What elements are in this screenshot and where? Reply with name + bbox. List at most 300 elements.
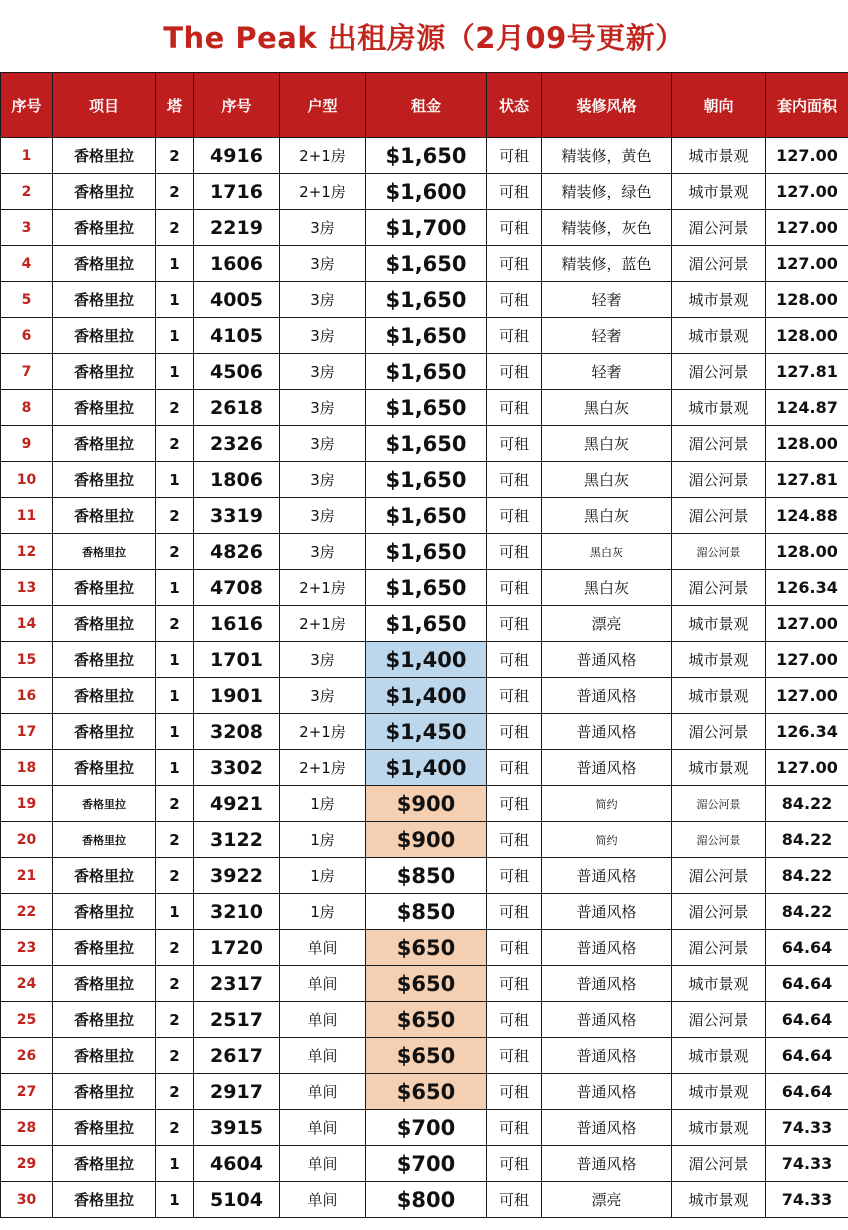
cell-rent: $800 bbox=[366, 1182, 487, 1218]
cell-rent: $700 bbox=[366, 1146, 487, 1182]
cell-index: 16 bbox=[1, 678, 53, 714]
cell-decor: 精装修，灰色 bbox=[542, 210, 672, 246]
cell-decor: 普通风格 bbox=[542, 858, 672, 894]
cell-status: 可租 bbox=[487, 786, 542, 822]
cell-status: 可租 bbox=[487, 426, 542, 462]
cell-rent: $1,650 bbox=[366, 570, 487, 606]
cell-status: 可租 bbox=[487, 570, 542, 606]
cell-unit: 4921 bbox=[194, 786, 280, 822]
cell-rent: $650 bbox=[366, 930, 487, 966]
cell-status: 可租 bbox=[487, 1038, 542, 1074]
cell-index: 7 bbox=[1, 354, 53, 390]
cell-index: 13 bbox=[1, 570, 53, 606]
cell-area: 127.00 bbox=[766, 174, 848, 210]
table-row bbox=[1, 1146, 848, 1182]
cell-status: 可租 bbox=[487, 930, 542, 966]
table-row bbox=[1, 750, 848, 786]
table-row bbox=[1, 786, 848, 822]
table-row bbox=[1, 246, 848, 282]
cell-type: 1房 bbox=[280, 786, 366, 822]
cell-type: 3房 bbox=[280, 498, 366, 534]
header-rent: 租金 bbox=[366, 73, 487, 138]
cell-unit: 3122 bbox=[194, 822, 280, 858]
cell-view: 城市景观 bbox=[672, 966, 766, 1002]
table-row bbox=[1, 1038, 848, 1074]
cell-index: 21 bbox=[1, 858, 53, 894]
cell-tower: 1 bbox=[156, 354, 194, 390]
cell-project: 香格里拉 bbox=[53, 930, 156, 966]
cell-type: 3房 bbox=[280, 390, 366, 426]
cell-project: 香格里拉 bbox=[53, 750, 156, 786]
cell-type: 2+1房 bbox=[280, 174, 366, 210]
cell-area: 126.34 bbox=[766, 570, 848, 606]
cell-decor: 普通风格 bbox=[542, 894, 672, 930]
cell-area: 127.00 bbox=[766, 606, 848, 642]
cell-tower: 1 bbox=[156, 570, 194, 606]
table-row bbox=[1, 714, 848, 750]
cell-type: 2+1房 bbox=[280, 138, 366, 174]
table-row bbox=[1, 822, 848, 858]
cell-index: 25 bbox=[1, 1002, 53, 1038]
cell-unit: 1806 bbox=[194, 462, 280, 498]
cell-index: 12 bbox=[1, 534, 53, 570]
table-body bbox=[1, 138, 848, 1218]
cell-view: 城市景观 bbox=[672, 1110, 766, 1146]
cell-area: 124.88 bbox=[766, 498, 848, 534]
cell-tower: 2 bbox=[156, 966, 194, 1002]
cell-decor: 轻奢 bbox=[542, 354, 672, 390]
cell-area: 74.33 bbox=[766, 1146, 848, 1182]
cell-status: 可租 bbox=[487, 534, 542, 570]
cell-decor: 黑白灰 bbox=[542, 426, 672, 462]
header-project: 项目 bbox=[53, 73, 156, 138]
cell-project: 香格里拉 bbox=[53, 426, 156, 462]
cell-status: 可租 bbox=[487, 498, 542, 534]
cell-decor: 精装修，黄色 bbox=[542, 138, 672, 174]
cell-index: 28 bbox=[1, 1110, 53, 1146]
cell-unit: 1616 bbox=[194, 606, 280, 642]
cell-tower: 2 bbox=[156, 822, 194, 858]
cell-project: 香格里拉 bbox=[53, 678, 156, 714]
header-decor: 装修风格 bbox=[542, 73, 672, 138]
cell-view: 城市景观 bbox=[672, 138, 766, 174]
cell-tower: 2 bbox=[156, 1038, 194, 1074]
table-row bbox=[1, 966, 848, 1002]
cell-rent: $1,650 bbox=[366, 354, 487, 390]
cell-view: 湄公河景 bbox=[672, 930, 766, 966]
cell-area: 127.81 bbox=[766, 354, 848, 390]
cell-tower: 2 bbox=[156, 210, 194, 246]
cell-view: 湄公河景 bbox=[672, 858, 766, 894]
cell-index: 23 bbox=[1, 930, 53, 966]
cell-unit: 5104 bbox=[194, 1182, 280, 1218]
cell-type: 1房 bbox=[280, 822, 366, 858]
cell-status: 可租 bbox=[487, 1002, 542, 1038]
cell-project: 香格里拉 bbox=[53, 606, 156, 642]
cell-view: 湄公河景 bbox=[672, 534, 766, 570]
cell-index: 30 bbox=[1, 1182, 53, 1218]
cell-view: 湄公河景 bbox=[672, 1002, 766, 1038]
cell-decor: 普通风格 bbox=[542, 1038, 672, 1074]
table-row bbox=[1, 570, 848, 606]
cell-rent: $650 bbox=[366, 1002, 487, 1038]
cell-index: 24 bbox=[1, 966, 53, 1002]
cell-unit: 3210 bbox=[194, 894, 280, 930]
cell-tower: 2 bbox=[156, 498, 194, 534]
table-row bbox=[1, 1002, 848, 1038]
cell-decor: 普通风格 bbox=[542, 678, 672, 714]
cell-view: 湄公河景 bbox=[672, 462, 766, 498]
cell-tower: 2 bbox=[156, 174, 194, 210]
table-row bbox=[1, 390, 848, 426]
cell-status: 可租 bbox=[487, 858, 542, 894]
cell-decor: 普通风格 bbox=[542, 750, 672, 786]
cell-rent: $850 bbox=[366, 894, 487, 930]
cell-index: 19 bbox=[1, 786, 53, 822]
cell-area: 124.87 bbox=[766, 390, 848, 426]
cell-rent: $1,650 bbox=[366, 246, 487, 282]
cell-tower: 1 bbox=[156, 1182, 194, 1218]
cell-decor: 黑白灰 bbox=[542, 534, 672, 570]
cell-rent: $1,650 bbox=[366, 534, 487, 570]
cell-decor: 普通风格 bbox=[542, 966, 672, 1002]
cell-view: 城市景观 bbox=[672, 642, 766, 678]
cell-index: 6 bbox=[1, 318, 53, 354]
cell-tower: 2 bbox=[156, 858, 194, 894]
cell-status: 可租 bbox=[487, 1110, 542, 1146]
cell-index: 18 bbox=[1, 750, 53, 786]
cell-type: 3房 bbox=[280, 318, 366, 354]
cell-tower: 2 bbox=[156, 606, 194, 642]
cell-view: 湄公河景 bbox=[672, 246, 766, 282]
cell-project: 香格里拉 bbox=[53, 966, 156, 1002]
cell-decor: 普通风格 bbox=[542, 1002, 672, 1038]
cell-tower: 1 bbox=[156, 318, 194, 354]
cell-status: 可租 bbox=[487, 750, 542, 786]
cell-status: 可租 bbox=[487, 1074, 542, 1110]
cell-unit: 2219 bbox=[194, 210, 280, 246]
cell-rent: $1,400 bbox=[366, 678, 487, 714]
cell-status: 可租 bbox=[487, 894, 542, 930]
table-row bbox=[1, 210, 848, 246]
cell-index: 2 bbox=[1, 174, 53, 210]
cell-decor: 黑白灰 bbox=[542, 462, 672, 498]
cell-unit: 2517 bbox=[194, 1002, 280, 1038]
cell-project: 香格里拉 bbox=[53, 786, 156, 822]
cell-decor: 精装修，绿色 bbox=[542, 174, 672, 210]
cell-unit: 2317 bbox=[194, 966, 280, 1002]
cell-tower: 2 bbox=[156, 786, 194, 822]
cell-area: 127.81 bbox=[766, 462, 848, 498]
cell-status: 可租 bbox=[487, 642, 542, 678]
cell-index: 1 bbox=[1, 138, 53, 174]
table-row bbox=[1, 1110, 848, 1146]
cell-project: 香格里拉 bbox=[53, 822, 156, 858]
cell-status: 可租 bbox=[487, 174, 542, 210]
cell-project: 香格里拉 bbox=[53, 246, 156, 282]
cell-unit: 3915 bbox=[194, 1110, 280, 1146]
cell-index: 10 bbox=[1, 462, 53, 498]
header-status: 状态 bbox=[487, 73, 542, 138]
cell-tower: 1 bbox=[156, 642, 194, 678]
cell-project: 香格里拉 bbox=[53, 1110, 156, 1146]
cell-type: 1房 bbox=[280, 894, 366, 930]
cell-index: 4 bbox=[1, 246, 53, 282]
cell-tower: 1 bbox=[156, 462, 194, 498]
cell-project: 香格里拉 bbox=[53, 1038, 156, 1074]
cell-project: 香格里拉 bbox=[53, 174, 156, 210]
table-row bbox=[1, 642, 848, 678]
cell-type: 单间 bbox=[280, 1002, 366, 1038]
cell-status: 可租 bbox=[487, 282, 542, 318]
cell-status: 可租 bbox=[487, 354, 542, 390]
cell-tower: 1 bbox=[156, 894, 194, 930]
cell-rent: $1,650 bbox=[366, 138, 487, 174]
cell-area: 128.00 bbox=[766, 534, 848, 570]
cell-status: 可租 bbox=[487, 390, 542, 426]
cell-type: 3房 bbox=[280, 426, 366, 462]
cell-tower: 1 bbox=[156, 750, 194, 786]
cell-type: 3房 bbox=[280, 246, 366, 282]
cell-rent: $650 bbox=[366, 1038, 487, 1074]
cell-project: 香格里拉 bbox=[53, 1182, 156, 1218]
table-header-row bbox=[1, 73, 848, 138]
cell-area: 74.33 bbox=[766, 1182, 848, 1218]
cell-unit: 3922 bbox=[194, 858, 280, 894]
cell-index: 20 bbox=[1, 822, 53, 858]
cell-rent: $650 bbox=[366, 1074, 487, 1110]
cell-unit: 4604 bbox=[194, 1146, 280, 1182]
cell-type: 2+1房 bbox=[280, 606, 366, 642]
table-row bbox=[1, 138, 848, 174]
cell-project: 香格里拉 bbox=[53, 894, 156, 930]
cell-status: 可租 bbox=[487, 1146, 542, 1182]
cell-area: 127.00 bbox=[766, 210, 848, 246]
cell-view: 湄公河景 bbox=[672, 894, 766, 930]
cell-view: 湄公河景 bbox=[672, 570, 766, 606]
table-row bbox=[1, 534, 848, 570]
cell-project: 香格里拉 bbox=[53, 354, 156, 390]
cell-area: 128.00 bbox=[766, 426, 848, 462]
table-row bbox=[1, 498, 848, 534]
cell-decor: 黑白灰 bbox=[542, 570, 672, 606]
header-view: 朝向 bbox=[672, 73, 766, 138]
cell-unit: 1901 bbox=[194, 678, 280, 714]
cell-project: 香格里拉 bbox=[53, 318, 156, 354]
cell-status: 可租 bbox=[487, 606, 542, 642]
cell-view: 湄公河景 bbox=[672, 786, 766, 822]
cell-unit: 4506 bbox=[194, 354, 280, 390]
table-row bbox=[1, 318, 848, 354]
cell-rent: $1,400 bbox=[366, 750, 487, 786]
table-row bbox=[1, 426, 848, 462]
cell-view: 城市景观 bbox=[672, 1038, 766, 1074]
cell-tower: 2 bbox=[156, 426, 194, 462]
cell-project: 香格里拉 bbox=[53, 570, 156, 606]
cell-tower: 1 bbox=[156, 714, 194, 750]
cell-decor: 轻奢 bbox=[542, 318, 672, 354]
cell-view: 湄公河景 bbox=[672, 354, 766, 390]
cell-area: 64.64 bbox=[766, 1074, 848, 1110]
cell-type: 单间 bbox=[280, 1074, 366, 1110]
cell-area: 64.64 bbox=[766, 930, 848, 966]
cell-type: 单间 bbox=[280, 930, 366, 966]
cell-type: 单间 bbox=[280, 966, 366, 1002]
cell-status: 可租 bbox=[487, 678, 542, 714]
cell-project: 香格里拉 bbox=[53, 210, 156, 246]
table-row bbox=[1, 462, 848, 498]
cell-type: 2+1房 bbox=[280, 570, 366, 606]
table-row bbox=[1, 894, 848, 930]
cell-type: 单间 bbox=[280, 1110, 366, 1146]
cell-index: 26 bbox=[1, 1038, 53, 1074]
cell-type: 3房 bbox=[280, 678, 366, 714]
cell-type: 3房 bbox=[280, 282, 366, 318]
cell-decor: 漂亮 bbox=[542, 1182, 672, 1218]
cell-area: 64.64 bbox=[766, 1002, 848, 1038]
cell-status: 可租 bbox=[487, 462, 542, 498]
cell-index: 15 bbox=[1, 642, 53, 678]
cell-rent: $1,650 bbox=[366, 606, 487, 642]
cell-index: 3 bbox=[1, 210, 53, 246]
cell-project: 香格里拉 bbox=[53, 1074, 156, 1110]
cell-decor: 简约 bbox=[542, 822, 672, 858]
rental-table bbox=[0, 72, 848, 1218]
cell-area: 127.00 bbox=[766, 246, 848, 282]
table-row bbox=[1, 1074, 848, 1110]
cell-decor: 漂亮 bbox=[542, 606, 672, 642]
cell-area: 84.22 bbox=[766, 894, 848, 930]
cell-project: 香格里拉 bbox=[53, 138, 156, 174]
header-unit: 序号 bbox=[194, 73, 280, 138]
cell-view: 湄公河景 bbox=[672, 822, 766, 858]
cell-unit: 4826 bbox=[194, 534, 280, 570]
cell-tower: 1 bbox=[156, 282, 194, 318]
cell-area: 64.64 bbox=[766, 966, 848, 1002]
cell-project: 香格里拉 bbox=[53, 498, 156, 534]
cell-area: 84.22 bbox=[766, 786, 848, 822]
cell-decor: 普通风格 bbox=[542, 642, 672, 678]
cell-rent: $650 bbox=[366, 966, 487, 1002]
cell-tower: 2 bbox=[156, 1074, 194, 1110]
cell-project: 香格里拉 bbox=[53, 858, 156, 894]
header-area: 套内面积 bbox=[766, 73, 848, 138]
table-row bbox=[1, 1182, 848, 1218]
cell-tower: 2 bbox=[156, 1002, 194, 1038]
cell-rent: $1,450 bbox=[366, 714, 487, 750]
cell-area: 127.00 bbox=[766, 138, 848, 174]
cell-status: 可租 bbox=[487, 1182, 542, 1218]
table-row bbox=[1, 282, 848, 318]
cell-status: 可租 bbox=[487, 246, 542, 282]
cell-tower: 1 bbox=[156, 1146, 194, 1182]
cell-type: 单间 bbox=[280, 1146, 366, 1182]
cell-decor: 黑白灰 bbox=[542, 498, 672, 534]
cell-area: 84.22 bbox=[766, 858, 848, 894]
header-tower: 塔 bbox=[156, 73, 194, 138]
cell-rent: $850 bbox=[366, 858, 487, 894]
cell-type: 2+1房 bbox=[280, 750, 366, 786]
cell-index: 29 bbox=[1, 1146, 53, 1182]
cell-type: 3房 bbox=[280, 534, 366, 570]
cell-rent: $900 bbox=[366, 786, 487, 822]
cell-project: 香格里拉 bbox=[53, 714, 156, 750]
cell-index: 27 bbox=[1, 1074, 53, 1110]
cell-type: 3房 bbox=[280, 354, 366, 390]
cell-status: 可租 bbox=[487, 318, 542, 354]
cell-index: 5 bbox=[1, 282, 53, 318]
cell-view: 湄公河景 bbox=[672, 498, 766, 534]
cell-rent: $700 bbox=[366, 1110, 487, 1146]
cell-status: 可租 bbox=[487, 966, 542, 1002]
cell-decor: 简约 bbox=[542, 786, 672, 822]
page-title: The Peak 出租房源（2月09号更新） bbox=[163, 20, 685, 55]
cell-area: 127.00 bbox=[766, 678, 848, 714]
cell-area: 128.00 bbox=[766, 282, 848, 318]
cell-rent: $1,650 bbox=[366, 390, 487, 426]
cell-type: 单间 bbox=[280, 1038, 366, 1074]
cell-tower: 2 bbox=[156, 930, 194, 966]
table-row bbox=[1, 174, 848, 210]
cell-index: 9 bbox=[1, 426, 53, 462]
cell-type: 单间 bbox=[280, 1182, 366, 1218]
table-row bbox=[1, 606, 848, 642]
cell-type: 2+1房 bbox=[280, 714, 366, 750]
cell-type: 3房 bbox=[280, 210, 366, 246]
cell-project: 香格里拉 bbox=[53, 390, 156, 426]
cell-decor: 精装修，蓝色 bbox=[542, 246, 672, 282]
cell-status: 可租 bbox=[487, 210, 542, 246]
cell-unit: 4105 bbox=[194, 318, 280, 354]
cell-rent: $1,650 bbox=[366, 426, 487, 462]
cell-view: 城市景观 bbox=[672, 1182, 766, 1218]
cell-view: 城市景观 bbox=[672, 390, 766, 426]
cell-type: 3房 bbox=[280, 462, 366, 498]
header-index: 序号 bbox=[1, 73, 53, 138]
cell-unit: 4708 bbox=[194, 570, 280, 606]
cell-project: 香格里拉 bbox=[53, 642, 156, 678]
cell-unit: 1701 bbox=[194, 642, 280, 678]
cell-unit: 2326 bbox=[194, 426, 280, 462]
cell-decor: 轻奢 bbox=[542, 282, 672, 318]
cell-area: 74.33 bbox=[766, 1110, 848, 1146]
cell-rent: $1,650 bbox=[366, 282, 487, 318]
cell-rent: $1,700 bbox=[366, 210, 487, 246]
cell-area: 128.00 bbox=[766, 318, 848, 354]
cell-index: 22 bbox=[1, 894, 53, 930]
cell-tower: 2 bbox=[156, 1110, 194, 1146]
cell-tower: 1 bbox=[156, 678, 194, 714]
cell-area: 126.34 bbox=[766, 714, 848, 750]
cell-rent: $1,600 bbox=[366, 174, 487, 210]
cell-view: 城市景观 bbox=[672, 318, 766, 354]
cell-tower: 1 bbox=[156, 246, 194, 282]
cell-view: 城市景观 bbox=[672, 282, 766, 318]
cell-view: 城市景观 bbox=[672, 606, 766, 642]
cell-rent: $1,650 bbox=[366, 462, 487, 498]
cell-view: 城市景观 bbox=[672, 174, 766, 210]
table-row bbox=[1, 354, 848, 390]
cell-area: 64.64 bbox=[766, 1038, 848, 1074]
table-row bbox=[1, 930, 848, 966]
cell-unit: 4916 bbox=[194, 138, 280, 174]
cell-index: 8 bbox=[1, 390, 53, 426]
cell-decor: 普通风格 bbox=[542, 714, 672, 750]
cell-project: 香格里拉 bbox=[53, 1002, 156, 1038]
cell-decor: 普通风格 bbox=[542, 1074, 672, 1110]
cell-unit: 3208 bbox=[194, 714, 280, 750]
cell-index: 14 bbox=[1, 606, 53, 642]
